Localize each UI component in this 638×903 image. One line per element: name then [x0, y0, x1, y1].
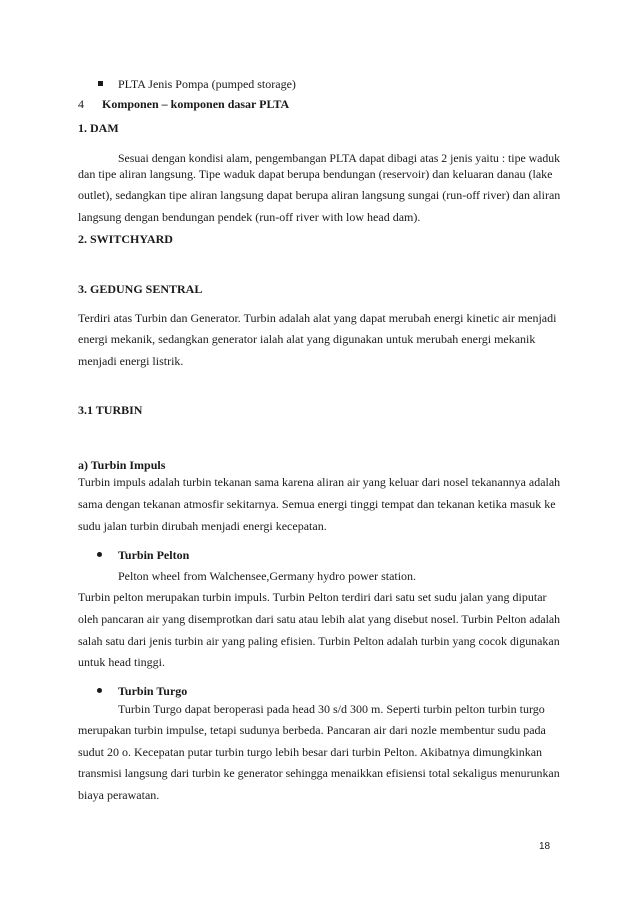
round-bullet-icon [97, 552, 102, 557]
impuls-line: Turbin impuls adalah turbin tekanan sama karena aliran air yang keluar dari nosel tekanannya adalah [78, 475, 561, 489]
pelton-line: Turbin pelton merupakan turbin impuls. Turbin Pelton terdiri dari satu set sudu jalan yang diputar [78, 590, 547, 604]
round-bullet-icon [97, 688, 102, 693]
turgo-line: transmisi langsung dari turbin ke generator sehingga menaikkan efisiensi total sekaligus menurunkan [78, 766, 560, 780]
section-title: Komponen – komponen dasar PLTA [102, 97, 290, 111]
pelton-title: Turbin Pelton [118, 548, 190, 562]
dam-line: outlet), sedangkan tipe aliran langsung dapat berupa aliran langsung sungai (run-off river) dan aliran [78, 188, 561, 202]
dam-heading: 1. DAM [78, 121, 119, 135]
top-bullet-text: PLTA Jenis Pompa (pumped storage) [118, 77, 296, 91]
pelton-line: oleh pancaran air yang disemprotkan dari satu atau lebih alat yang disebut nosel. Turbin Pelton adalah [78, 612, 561, 626]
pelton-line: salah satu dari jenis turbin air yang paling efisien. Turbin Pelton adalah turbin yang cocok digunakan [78, 634, 560, 648]
gedung-line: energi mekanik, sedangkan generator ialah alat yang digunakan untuk merubah energi mekanik [78, 332, 536, 346]
gedung-heading: 3. GEDUNG SENTRAL [78, 282, 203, 296]
impuls-heading: a) Turbin Impuls [78, 458, 166, 472]
turgo-line: Turbin Turgo dapat beroperasi pada head 30 s/d 300 m. Seperti turbin pelton turbin turgo [118, 702, 545, 716]
dam-line: langsung dengan bendungan pendek (run-off river with low head dam). [78, 210, 421, 224]
impuls-line: sudu jalan turbin dirubah menjadi energi kecepatan. [78, 519, 327, 533]
pelton-caption: Pelton wheel from Walchensee,Germany hydro power station. [118, 569, 417, 583]
turbin-heading: 3.1 TURBIN [78, 403, 143, 417]
impuls-line: sama dengan tekanan atmosfir sekitarnya. Semua energi tinggi tempat dan tekanan ketika masuk ke [78, 497, 556, 511]
dam-line: Sesuai dengan kondisi alam, pengembangan PLTA dapat dibagi atas 2 jenis yaitu : tipe waduk [118, 151, 561, 165]
gedung-line: Terdiri atas Turbin dan Generator. Turbin adalah alat yang dapat merubah energi kinetic air menjadi [78, 311, 557, 325]
section-number: 4 [78, 97, 84, 111]
switchyard-heading: 2. SWITCHYARD [78, 232, 173, 246]
dam-line: dan tipe aliran langsung. Tipe waduk dapat berupa bendungan (reservoir) dan keluaran danau (lake [78, 167, 553, 181]
page-number: 18 [539, 841, 551, 852]
pelton-line: untuk head tinggi. [78, 655, 165, 669]
gedung-line: menjadi energi listrik. [78, 354, 184, 368]
turgo-line: merupakan turbin impulse, tetapi sudunya berbeda. Pancaran air dari nozle membentur sudu pada [78, 723, 546, 737]
turgo-title: Turbin Turgo [118, 684, 188, 698]
turgo-line: biaya perawatan. [78, 788, 160, 802]
turgo-line: sudut 20 o. Kecepatan putar turbin turgo lebih besar dari turbin Pelton. Akibatnya dimungkinkan [78, 745, 543, 759]
square-bullet-icon [98, 81, 103, 86]
